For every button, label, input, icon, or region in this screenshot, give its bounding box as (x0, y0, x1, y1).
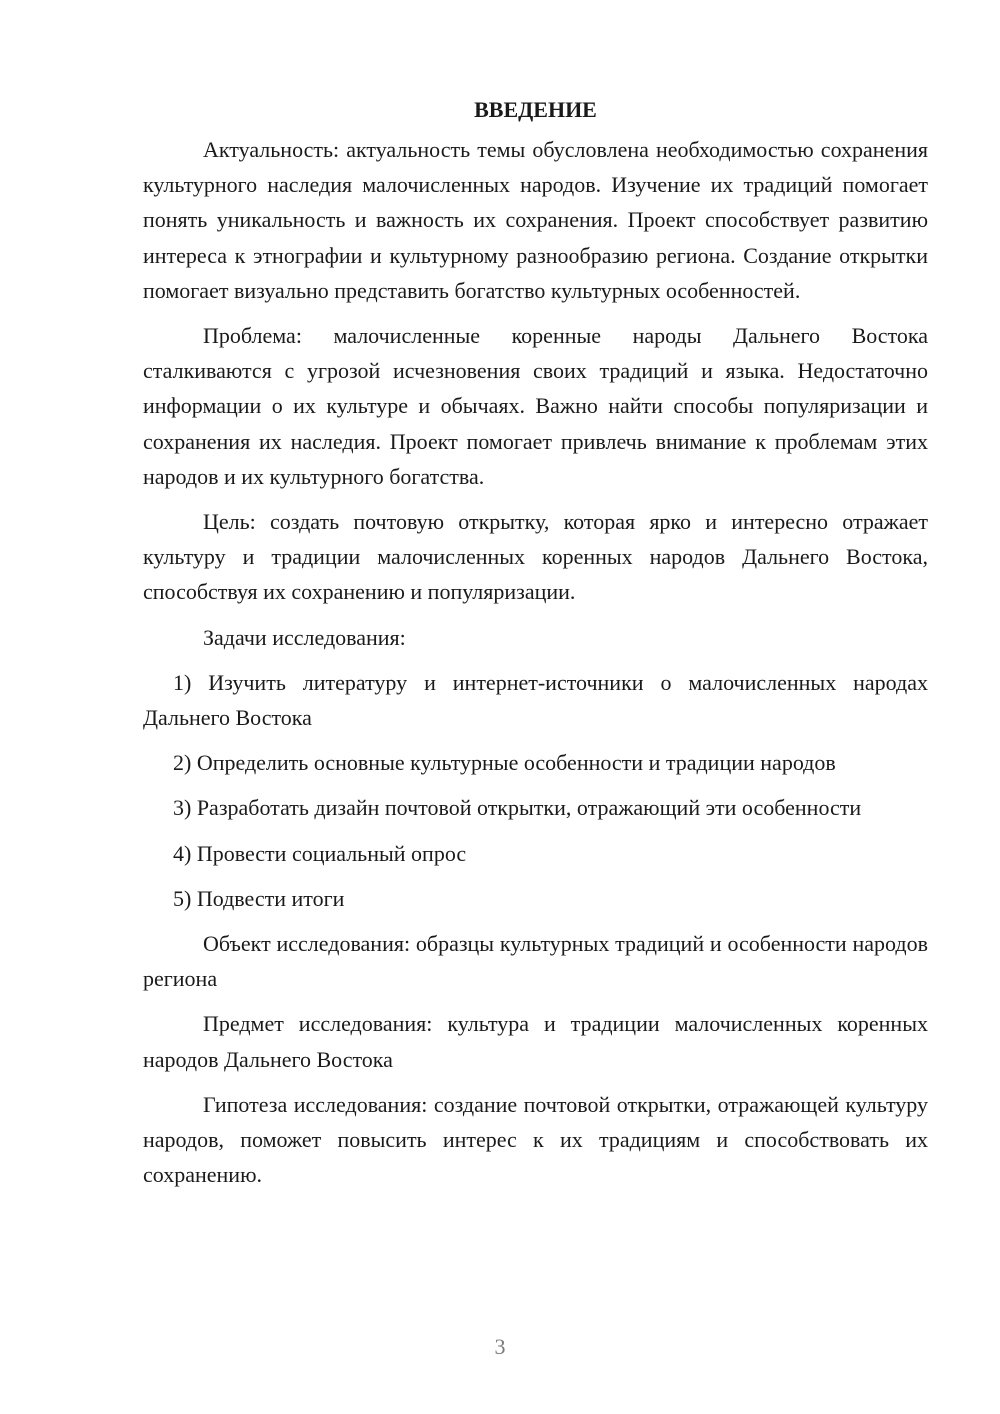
hypothesis-paragraph: Гипотеза исследования: создание почтовой открытки, отражающей культуру народов, поможет повысить интерес к их традициям и способствовать их сохранению. (143, 1091, 928, 1188)
task-item: 3) Разработать дизайн почтовой открытки, отражающий эти особенности (173, 795, 862, 821)
page-number: 3 (494, 1334, 506, 1359)
section-title: ВВЕДЕНИЕ (474, 97, 597, 122)
document-page (143, 92, 928, 1202)
relevance-paragraph: Актуальность: актуальность темы обусловлена необходимостью сохранения культурного наследия малочисленных народов. Изучение их традиций помогает понять уникальность и важность их сохранения. Проект способствует развитию интереса к этнографии и культурному разнообразию региона. Создание открытки помогает визуально представить богатство культурных особенностей. (143, 137, 928, 303)
task-item: 2) Определить основные культурные особенности и традиции народов (173, 750, 836, 776)
subject-paragraph: Предмет исследования: культура и традиции малочисленных коренных народов Дальнего Востока (143, 1011, 928, 1072)
tasks-heading: Задачи исследования: (203, 624, 406, 650)
problem-paragraph: Проблема: малочисленные коренные народы Дальнего Востока сталкиваются с угрозой исчезновения своих традиций и языка. Недостаточно информации о их культуре и обычаях. Важно найти способы популяризации и сохранения их наследия. Проект помогает привлечь внимание к проблемам этих народов и их культурного богатства. (143, 323, 928, 489)
task-item: 4) Провести социальный опрос (173, 840, 467, 866)
task-item: 1) Изучить литературу и интернет-источники о малочисленных народах Дальнего Востока (143, 669, 928, 731)
object-paragraph: Объект исследования: образцы культурных традиций и особенности народов региона (143, 931, 928, 992)
goal-paragraph: Цель: создать почтовую открытку, которая ярко и интересно отражает культуру и традиции малочисленных коренных народов Дальнего Востока, способствуя их сохранению и популяризации. (143, 509, 928, 605)
task-item: 5) Подвести итоги (173, 885, 345, 911)
